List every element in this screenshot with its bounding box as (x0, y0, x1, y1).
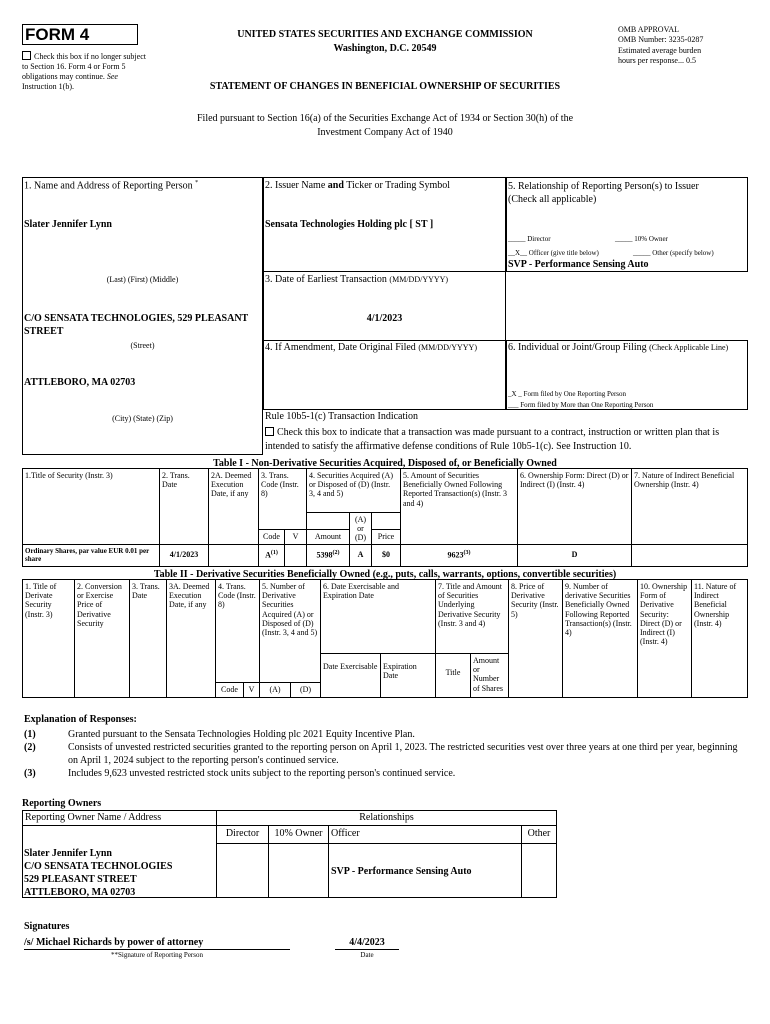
t1-col-acquired: 4. Securities Acquired (A) or Disposed of (D) (Instr. 3, 4 and 5) (306, 468, 401, 513)
t2-col-date: 3. Trans. Date (129, 579, 167, 698)
signature-value: /s/ Michael Richards by power of attorney (24, 937, 204, 948)
statement-title: STATEMENT OF CHANGES IN BENEFICIAL OWNERSHIP OF SECURITIES (209, 81, 561, 92)
t1-row-amount: 5398$^{(2)}$ (306, 544, 350, 567)
reporting-person-name: Slater Jennifer Lynn (24, 219, 112, 230)
t2-sub-title: Title (435, 653, 471, 698)
agency-name: UNITED STATES SECURITIES AND EXCHANGE COMMISSION (237, 29, 533, 40)
t2-sub-expiration: Expiration Date (380, 653, 436, 698)
ten-pct-owner-checkline[interactable]: _____ 10% Owner (615, 235, 668, 243)
t1-row-code: $A^{(1)}$ (258, 544, 285, 567)
officer-title: SVP - Performance Sensing Auto (508, 259, 649, 270)
officer-checkline[interactable]: __X__ Officer (give title below) (508, 249, 599, 257)
signature-date-line (335, 949, 399, 950)
rule-10b5-checkbox[interactable] (265, 427, 274, 436)
one-person-filing-line[interactable]: _X _ Form filed by One Reporting Person (508, 390, 627, 398)
table2-title: Table II - Derivative Securities Beneficially Owned (e.g., puts, calls, warrants, options, convertible securities) (153, 569, 617, 580)
name-caption: (Last) (First) (Middle) (106, 275, 179, 284)
signatures-heading: Signatures (24, 921, 70, 932)
explanation-heading: Explanation of Responses: (24, 714, 137, 725)
box3-label: 3. Date of Earliest Transaction (MM/DD/YYYY) (265, 274, 449, 285)
t1-row-nature (631, 544, 748, 567)
t1-row-owned: 9623$^{(3)}$ (400, 544, 518, 567)
t1-row-title: Ordinary Shares, par value EUR 0.01 per share (22, 544, 160, 567)
owners-col-director: Director (216, 825, 269, 844)
t1-col-deemed: 2A. Deemed Execution Date, if any (208, 468, 259, 567)
signature-date: 4/4/2023 (349, 937, 385, 948)
explanation-item: (3) Includes 9,623 unvested restricted stock units subject to the reporting person's continued service. (24, 768, 456, 779)
t1-sub-amount: Amount (306, 529, 350, 545)
t1-sub-price: Price (371, 529, 401, 545)
earliest-transaction-date: 4/1/2023 (366, 313, 403, 324)
t1-col-owned: 5. Amount of Securities Beneficially Owned Following Reported Transaction(s) (Instr. 3 and 4) (400, 468, 518, 567)
no-longer-subject-checkbox[interactable] (22, 51, 31, 60)
signature-date-caption: Date (360, 951, 374, 959)
owners-col-other: Other (521, 825, 557, 844)
t2-col-nature: 11. Nature of Indirect Beneficial Ownership (Instr. 4) (691, 579, 748, 698)
box6-label: 6. Individual or Joint/Group Filing (Check Applicable Line) (508, 342, 729, 353)
owner-officer-title: SVP - Performance Sensing Auto (328, 843, 522, 898)
t2-sub-amount: Amount or Number of Shares (470, 653, 509, 698)
t1-row-form: D (517, 544, 632, 567)
owner-other-cell (521, 843, 557, 898)
omb-approval-block: OMB APPROVAL OMB Number: 3235-0287 Estimated average burden hours per response... 0.5 (618, 25, 704, 66)
owners-heading: Reporting Owners (22, 798, 102, 809)
reporting-person-city: ATTLEBORO, MA 02703 (24, 377, 136, 388)
agency-city: Washington, D.C. 20549 (333, 43, 437, 54)
owners-col-relationships: Relationships (216, 810, 557, 826)
table1-title: Table I - Non-Derivative Securities Acquired, Disposed of, or Beneficially Owned (213, 458, 557, 469)
signature-caption: **Signature of Reporting Person (111, 951, 203, 959)
explanation-item: (1) Granted pursuant to the Sensata Technologies Holding plc 2021 Equity Incentive Plan. (24, 729, 415, 740)
t2-col-exercisable: 6. Date Exercisable and Expiration Date (320, 579, 436, 654)
t1-sub-v: V (284, 529, 307, 545)
t1-col-date: 2. Trans. Date (159, 468, 209, 567)
t1-sub-code: Code (258, 529, 285, 545)
owners-col-name: Reporting Owner Name / Address (22, 810, 217, 826)
t1-row-price: $0 (371, 544, 401, 567)
t1-col-title: 1.Title of Security (Instr. 3) (22, 468, 160, 567)
t2-col-conversion: 2. Conversion or Exercise Price of Derivative Security (74, 579, 130, 698)
filed-pursuant-text: Filed pursuant to Section 16(a) of the Securities Exchange Act of 1934 or Section 30(h) of the Investment Company Act of 1940 (196, 113, 574, 138)
no-longer-subject-checkbox-text: Check this box if no longer subject to Section 16. Form 4 or Form 5 obligations may continue. See Instruction 1(b). (22, 52, 146, 91)
owners-col-officer: Officer (328, 825, 522, 844)
owners-col-ten-pct: 10% Owner (268, 825, 329, 844)
t2-col-code: 4. Trans. Code (Instr. 8) (215, 579, 260, 683)
owner-ten-pct-cell (268, 843, 329, 898)
director-checkline[interactable]: _____ Director (508, 235, 551, 243)
box1-label: 1. Name and Address of Reporting Person * (24, 180, 199, 192)
t2-col-owned: 9. Number of derivative Securities Beneficially Owned Following Reported Transaction(s) (Instr. 4) (562, 579, 638, 698)
t1-row-aord: A (349, 544, 372, 567)
t2-col-form: 10. Ownership Form of Derivative Security: Direct (D) or Indirect (I) (Instr. 4) (637, 579, 692, 698)
t2-sub-d: (D) (290, 682, 321, 698)
t1-row-v (284, 544, 307, 567)
box5-label: 5. Relationship of Reporting Person(s) to Issuer (Check all applicable) (508, 181, 699, 205)
t2-sub-v: V (243, 682, 260, 698)
signature-line (24, 949, 290, 950)
t2-col-number: 5. Number of Derivative Securities Acquired (A) or Disposed of (D) (Instr. 3, 4 and 5) (259, 579, 321, 683)
t1-col-form: 6. Ownership Form: Direct (D) or Indirect (I) (Instr. 4) (517, 468, 632, 567)
t1-sub-aord: (A) or (D) (349, 512, 372, 545)
owner-director-cell (216, 843, 269, 898)
rule-text: Check this box to indicate that a transaction was made pursuant to a contract, instruction or written plan that is intended to satisfy the affirmative defense conditions of Rule 10b5-1(c). See Instruction 10. (265, 427, 720, 452)
explanation-list (24, 728, 746, 780)
city-caption: (City) (State) (Zip) (112, 414, 173, 423)
t1-row-deemed (208, 544, 259, 567)
t1-row-date: 4/1/2023 (159, 544, 209, 567)
owner-name-address: Slater Jennifer Lynn C/O SENSATA TECHNOLOGIES 529 PLEASANT STREET ATTLEBORO, MA 02703 (24, 848, 173, 898)
explanation-item: (2) Consists of unvested restricted securities granted to the reporting person on April 1, 2023. The restricted securities vest over three years at one third per year, beginning on April 1, 2024 subject to the reporting person's continued service. (24, 742, 738, 766)
issuer-name-ticker: Sensata Technologies Holding plc [ ST ] (265, 219, 434, 230)
rule-title: Rule 10b5-1(c) Transaction Indication (265, 411, 419, 422)
reporting-person-street: C/O SENSATA TECHNOLOGIES, 529 PLEASANT STREET (24, 313, 249, 337)
box2-label: 2. Issuer Name and Ticker or Trading Symbol (265, 180, 451, 191)
box4-label: 4. If Amendment, Date Original Filed (MM/DD/YYYY) (265, 342, 477, 353)
street-caption: (Street) (130, 341, 155, 350)
t2-sub-exercisable: Date Exercisable (320, 653, 381, 698)
group-filing-line[interactable]: ___ Form filed by More than One Reporting Person (508, 401, 654, 409)
t2-col-price: 8. Price of Derivative Security (Instr. 5) (508, 579, 563, 698)
t1-col-nature: 7. Nature of Indirect Beneficial Ownership (Instr. 4) (631, 468, 748, 567)
t1-col-code: 3. Trans. Code (Instr. 8) (258, 468, 307, 530)
other-checkline[interactable]: _____ Other (specify below) (633, 249, 714, 257)
t2-sub-code: Code (215, 682, 244, 698)
t2-sub-a: (A) (259, 682, 291, 698)
t2-col-underlying: 7. Title and Amount of Securities Underlying Derivative Security (Instr. 3 and 4) (435, 579, 509, 654)
form-title: FORM 4 (22, 24, 138, 45)
t2-col-deemed: 3A. Deemed Execution Date, if any (166, 579, 216, 698)
t2-col-title: 1. Title of Derivate Security (Instr. 3) (22, 579, 75, 698)
